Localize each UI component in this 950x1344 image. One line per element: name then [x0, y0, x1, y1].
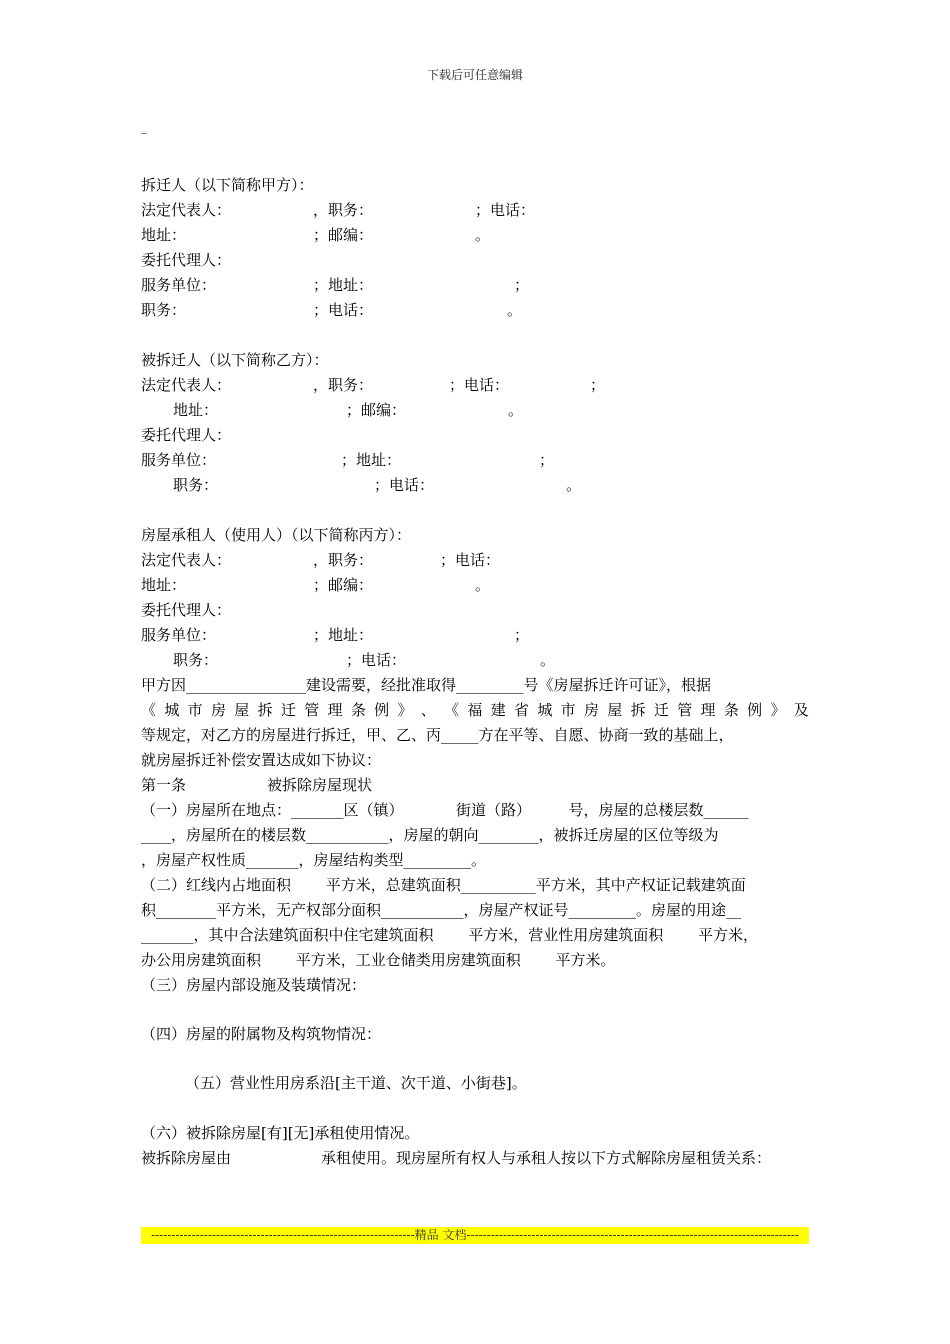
article-1-item-6-line-2: 被拆除房屋由 承租使用。现房屋所有权人与承租人按以下方式解除房屋租赁关系：	[141, 1149, 772, 1167]
intro-line-2-char: 条	[723, 701, 739, 719]
party-c-unit-semicolon: ；	[514, 626, 530, 644]
party-a-address: 地址：	[141, 226, 187, 244]
top-mark: _	[141, 120, 147, 134]
party-a-agent: 委托代理人：	[141, 251, 232, 269]
article-1-item-2-line-1: （二）红线内占地面积 平方米，总建筑面积__________平方米，其中产权证记载建筑面	[141, 876, 746, 894]
article-1-item-5: （五）营业性用房系沿[主干道、次干道、小街巷]。	[185, 1074, 527, 1092]
party-b-work-unit: 服务单位：	[141, 451, 217, 469]
party-b-phone-end: ；	[590, 376, 606, 394]
party-c-phone: ；电话：	[440, 551, 501, 569]
party-a-phone: ；电话：	[475, 201, 536, 219]
party-c-title: 房屋承租人（使用人）（以下简称丙方）：	[141, 526, 412, 544]
party-a-unit-semicolon: ；	[514, 276, 530, 294]
party-c-period: 。	[475, 576, 491, 594]
party-b-unit-address: ；地址：	[341, 451, 402, 469]
party-a-agent-phone: ；电话：	[313, 301, 374, 319]
intro-line-2-char: 房	[210, 701, 226, 719]
party-c-address: 地址：	[141, 576, 187, 594]
party-a-unit-address: ；地址：	[313, 276, 374, 294]
intro-line-2-char: 条	[350, 701, 366, 719]
intro-line-2	[141, 700, 809, 720]
article-1-item-2-line-2: 积________平方米，无产权部分面积___________，房屋产权证号_________。房屋的用途__	[141, 901, 742, 919]
party-c-agent: 委托代理人：	[141, 601, 232, 619]
party-a-postcode: ；邮编：	[313, 226, 374, 244]
party-b-phone: ；电话：	[449, 376, 510, 394]
intro-line-2-char: 建	[490, 701, 506, 719]
article-1-item-6: （六）被拆除房屋[有][无]承租使用情况。	[141, 1124, 420, 1142]
party-b-agent-phone: ；电话：	[374, 476, 435, 494]
intro-line-2-char: 屋	[607, 701, 623, 719]
intro-line-2-char: 例	[747, 701, 763, 719]
party-c-agent-position: 职务：	[173, 651, 219, 669]
party-b-address: 地址：	[173, 401, 219, 419]
intro-line-2-char: 理	[327, 701, 343, 719]
party-c-legal-rep: 法定代表人：	[141, 551, 232, 569]
intro-line-2-char: 例	[374, 701, 390, 719]
intro-line-2-char: 拆	[257, 701, 273, 719]
party-a-position: ，职务：	[313, 201, 374, 219]
intro-line-2-char: 城	[537, 701, 553, 719]
article-1-item-1-line-2: ____，房屋所在的楼层数___________，房屋的朝向________，被拆迁房屋的区位等级为	[141, 826, 719, 844]
intro-line-2-char: 及	[793, 701, 809, 719]
intro-line-4: 就房屋拆迁补偿安置达成如下协议：	[141, 751, 382, 769]
intro-line-2-char: 省	[514, 701, 530, 719]
page-header: 下载后可任意编辑	[426, 68, 523, 82]
intro-line-2-char: 城	[164, 701, 180, 719]
party-b-period: 。	[508, 401, 524, 419]
party-a-work-unit: 服务单位：	[141, 276, 217, 294]
party-c-unit-address: ；地址：	[313, 626, 374, 644]
party-b-title: 被拆迁人（以下简称乙方）：	[141, 351, 329, 369]
intro-line-2-char: 福	[467, 701, 483, 719]
party-b-agent-period: 。	[566, 476, 582, 494]
article-1-item-4: （四）房屋的附属物及构筑物情况：	[141, 1025, 382, 1043]
party-a-agent-position: 职务：	[141, 301, 187, 319]
article-1-label: 第一条	[141, 776, 187, 794]
party-b-postcode: ；邮编：	[346, 401, 407, 419]
party-a-agent-period: 。	[507, 301, 523, 319]
article-1-item-2-line-3: _______，其中合法建筑面积中住宅建筑面积 平方米，营业性用房建筑面积 平方米，	[141, 926, 759, 944]
party-a-legal-rep: 法定代表人：	[141, 201, 232, 219]
intro-line-2-char: 迁	[653, 701, 669, 719]
party-b-legal-rep: 法定代表人：	[141, 376, 232, 394]
party-c-postcode: ；邮编：	[313, 576, 374, 594]
intro-line-2-char: 拆	[630, 701, 646, 719]
intro-line-2-char: 理	[700, 701, 716, 719]
intro-line-2-char: 迁	[280, 701, 296, 719]
party-a-title: 拆迁人（以下简称甲方）：	[141, 176, 314, 194]
footer-dashes-right: ----------------------------------------------------------------------------------	[466, 1228, 799, 1242]
intro-line-2-char: 市	[560, 701, 576, 719]
party-b-agent: 委托代理人：	[141, 426, 232, 444]
intro-line-2-char: 市	[187, 701, 203, 719]
page-footer	[141, 1227, 809, 1244]
intro-line-3: 等规定，对乙方的房屋进行拆迁，甲、乙、丙_____方在平等、自愿、协商一致的基础上，	[141, 726, 734, 744]
article-1-item-1-line-3: ，房屋产权性质_______，房屋结构类型_________。	[141, 851, 487, 869]
intro-line-2-char: 房	[583, 701, 599, 719]
intro-line-2-char: 》	[397, 701, 413, 719]
intro-line-1: 甲方因________________建设需要，经批准取得_________号《房屋拆迁许可证》，根据	[141, 676, 712, 694]
party-c-position: ，职务：	[313, 551, 374, 569]
party-b-position: ，职务：	[313, 376, 374, 394]
party-c-work-unit: 服务单位：	[141, 626, 217, 644]
intro-line-2-char: 屋	[234, 701, 250, 719]
intro-line-2-char: 》	[770, 701, 786, 719]
article-1-item-2-line-4: 办公用房建筑面积 平方米，工业仓储类用房建筑面积 平方米。	[141, 951, 616, 969]
intro-line-2-char: 、	[420, 701, 436, 719]
party-c-agent-phone: ；电话：	[346, 651, 407, 669]
footer-dashes-left: -----------------------------------------------------------------	[151, 1228, 415, 1242]
footer-text: 精品 文档	[414, 1228, 467, 1242]
intro-line-2-char: 《	[141, 701, 157, 719]
intro-line-2-char: 《	[444, 701, 460, 719]
intro-line-2-char: 管	[304, 701, 320, 719]
article-1-title: 被拆除房屋现状	[267, 776, 373, 794]
intro-line-2-char: 管	[677, 701, 693, 719]
party-a-period: 。	[475, 226, 491, 244]
article-1-item-3: （三）房屋内部设施及装璜情况：	[141, 976, 367, 994]
article-1-item-1-line-1: （一）房屋所在地点：_______区（镇） 街道（路） 号，房屋的总楼层数______	[141, 801, 749, 819]
party-b-agent-position: 职务：	[173, 476, 219, 494]
party-b-unit-semicolon: ；	[539, 451, 555, 469]
party-c-agent-period: 。	[540, 651, 556, 669]
